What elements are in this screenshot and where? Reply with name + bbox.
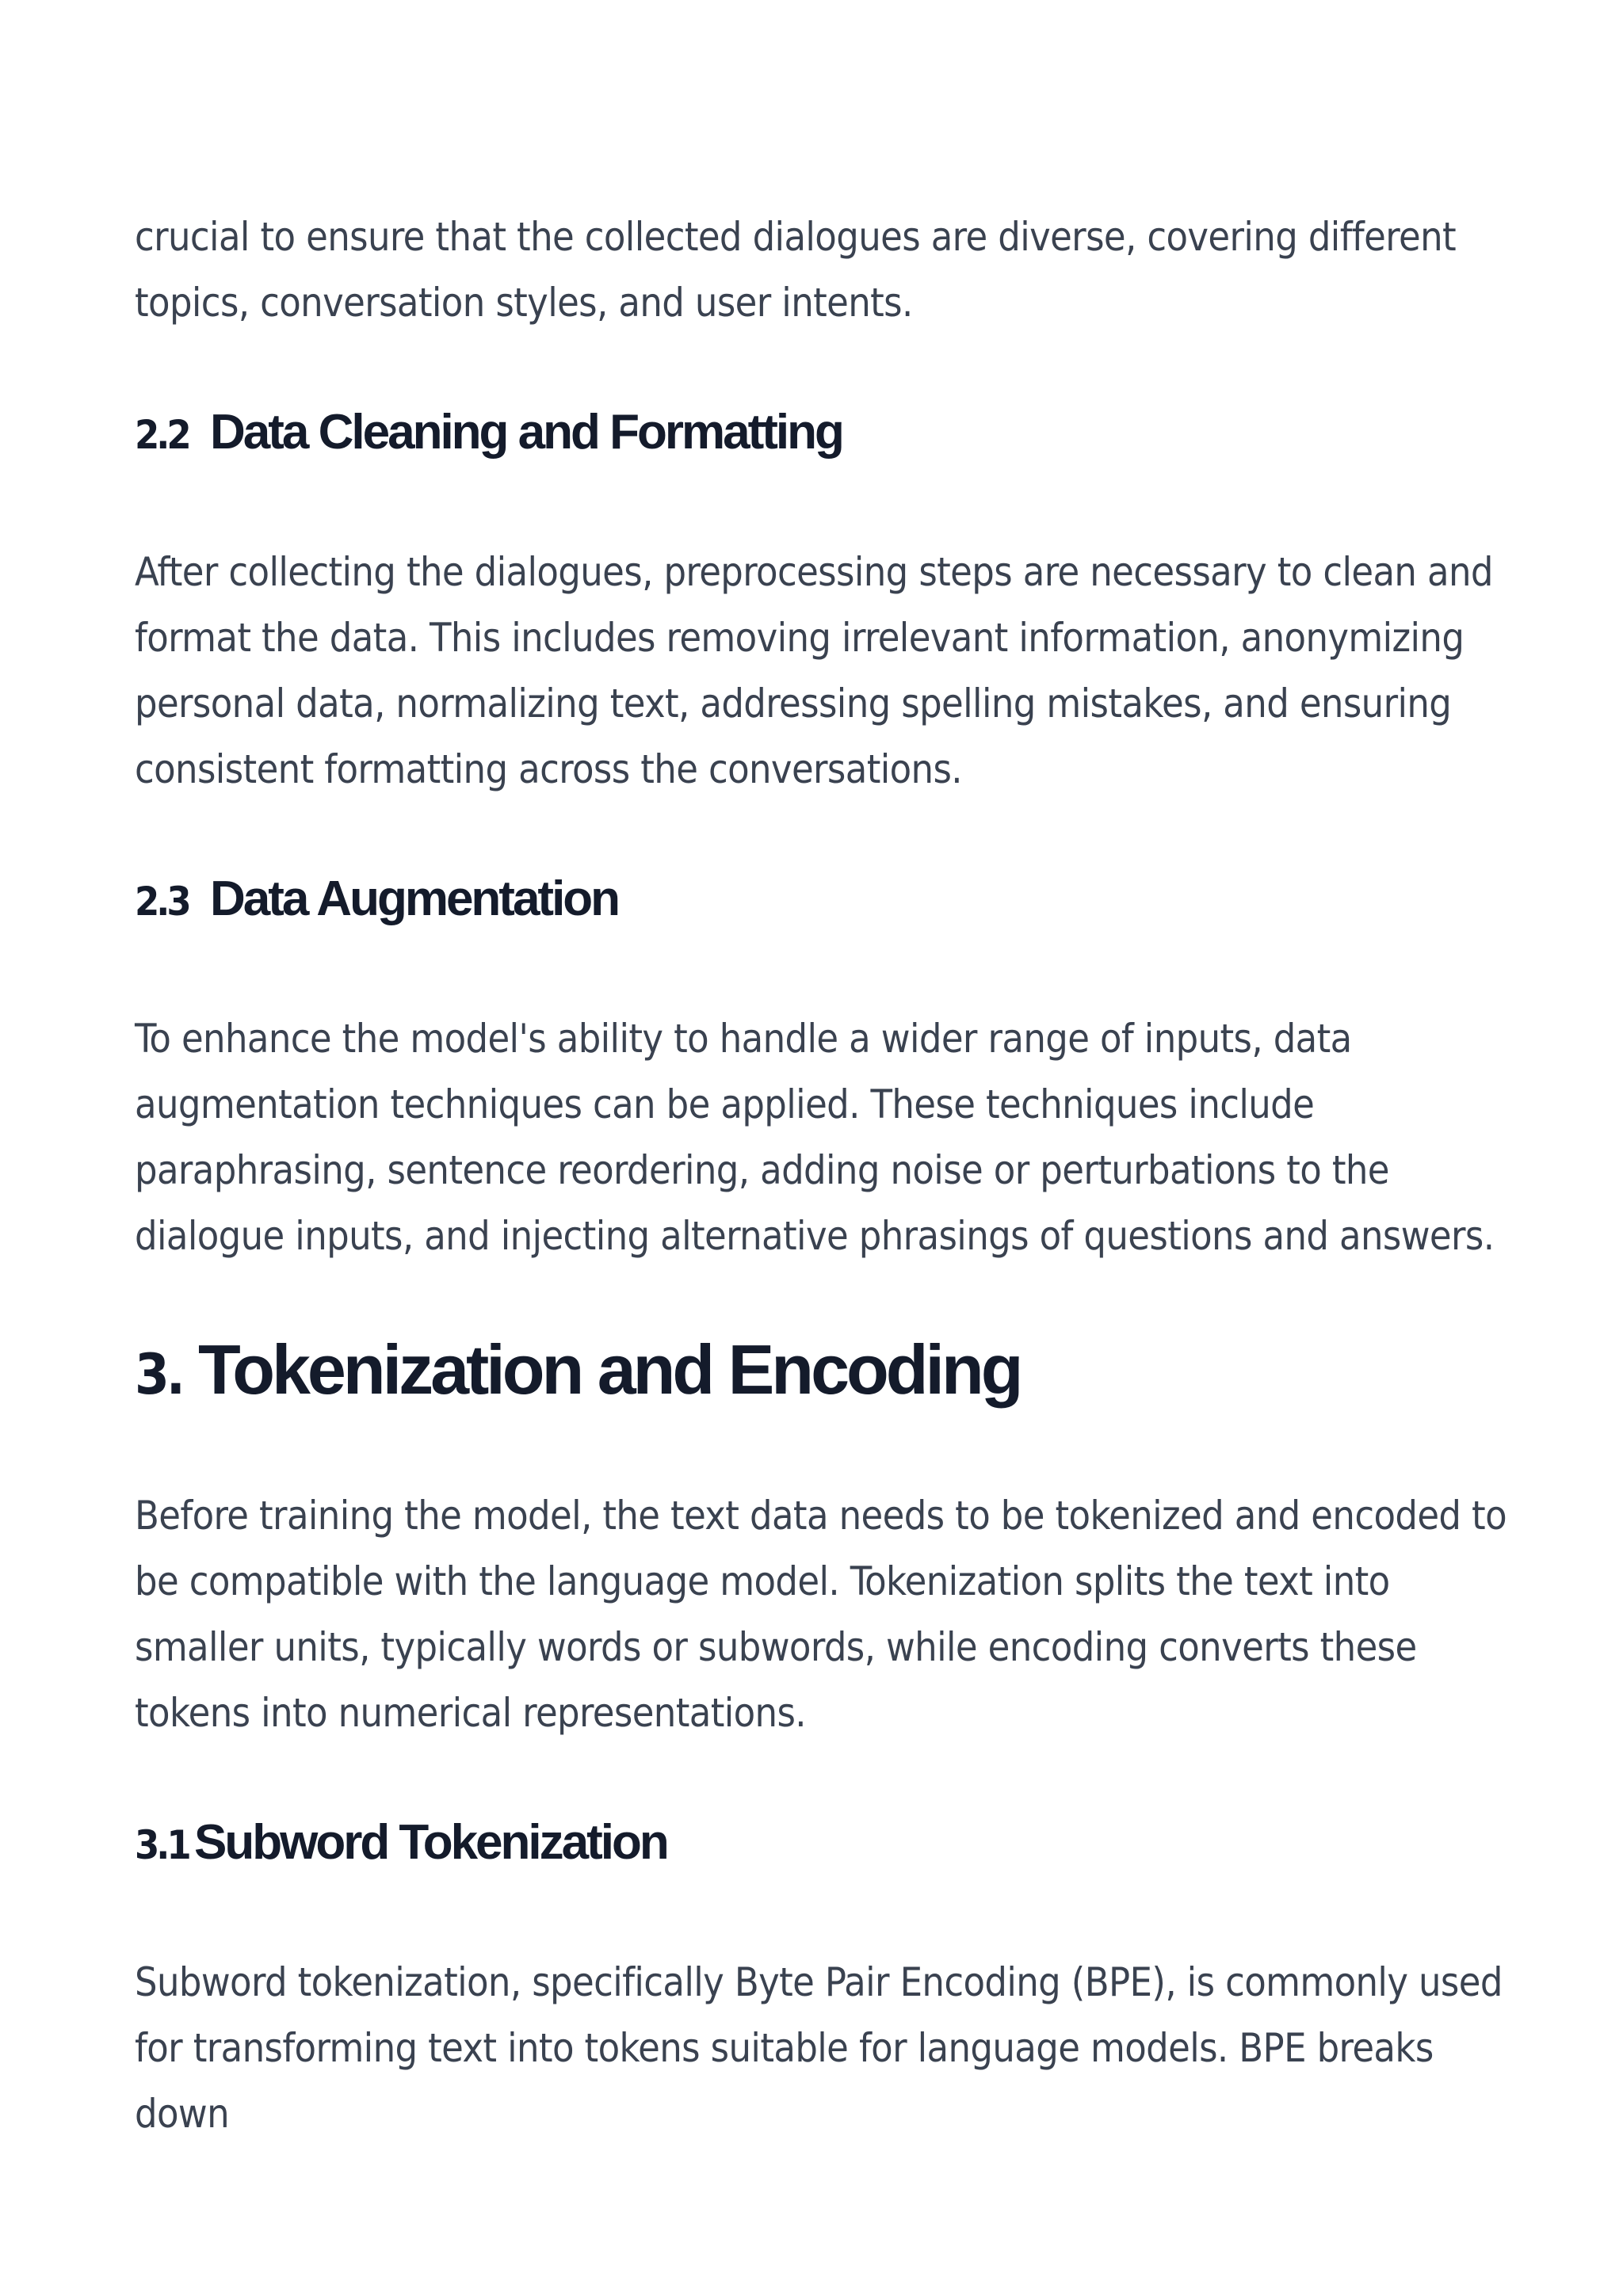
- heading-3-1: [135, 1811, 1514, 1877]
- paragraph-subword: Subword tokenization, specifically Byte Pair Encoding (BPE), is commonly used for transforming text into tokens suitable for language models. BPE breaks down: [135, 1959, 1503, 2137]
- heading-number: 3.: [135, 1342, 182, 1407]
- paragraph-augmentation: To enhance the model's ability to handle a wider range of inputs, data augmentation techniques can be applied. These techniques include paraphrasing, sentence reordering, adding noise or perturbations to the dialogue inputs, and injecting alternative phrasings of questions and answers.: [135, 1016, 1495, 1259]
- document-body: [135, 204, 1514, 2147]
- heading-title: Subword Tokenization: [194, 1815, 667, 1870]
- heading-2-3: [135, 868, 1514, 933]
- heading-number: 2.2: [135, 412, 189, 458]
- paragraph-tokenization: Before training the model, the text data needs to be tokenized and encoded to be compatible with the language model. Tokenization splits the text into smaller units, typically words or subwords, while encoding converts these tokens into numerical representations.: [135, 1493, 1507, 1736]
- paragraph-cleaning: After collecting the dialogues, preprocessing steps are necessary to clean and format the data. This includes removing irrelevant information, anonymizing personal data, normalizing text, addressing spelling mistakes, and ensuring consistent formatting across the conversations.: [135, 549, 1493, 792]
- heading-number: 2.3: [135, 879, 189, 925]
- heading-3: [135, 1326, 1514, 1418]
- heading-2-2: [135, 401, 1514, 467]
- heading-title: Tokenization and Encoding: [198, 1330, 1021, 1409]
- heading-title: Data Cleaning and Formatting: [210, 405, 842, 460]
- paragraph-diversity: crucial to ensure that the collected dialogues are diverse, covering different topics, conversation styles, and user intents.: [135, 214, 1457, 326]
- heading-title: Data Augmentation: [210, 871, 619, 926]
- heading-number: 3.1: [135, 1822, 189, 1868]
